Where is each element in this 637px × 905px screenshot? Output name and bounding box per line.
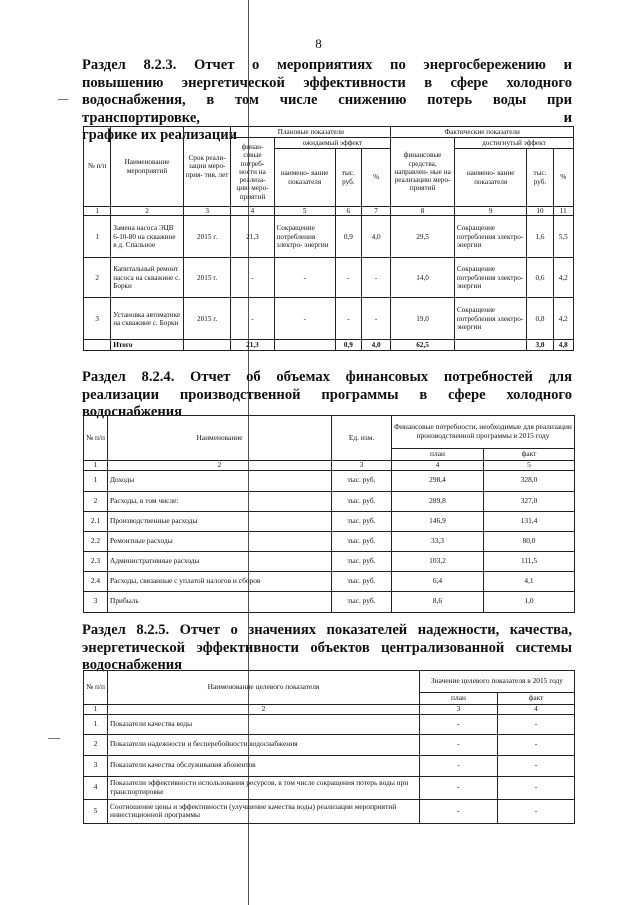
cell-unit: тыс. руб. [332,531,392,551]
table-row [84,734,575,755]
total-fact-fin: 62,5 [391,340,455,351]
cell-num: 2.1 [84,511,108,531]
table-row [84,755,575,776]
cell-num: 4 [84,776,108,799]
cell-fact: - [498,776,575,799]
cell-name: Показатели эффективности использования ресурсов, в том числе сокращения потерь воды при транспортировке [108,776,420,799]
cell-term: 2015 г. [183,258,231,298]
total-plan-rub: 0,9 [335,340,361,351]
header-fact-ind: наимено- вание показателя [454,149,527,207]
col-number: 3 [183,207,231,216]
title-line: Раздел 8.2.4. Отчет об объемах финансовых потребностей для [82,369,572,385]
col-number: 5 [274,207,335,216]
cell-num: 3 [84,298,111,340]
table-row [84,714,575,734]
title-line: водоснабжения, в том числе снижению потерь воды при транспортировке, и [82,92,572,126]
header-fact-fin: финансовые средства, направлен- ные на реализацию меро- приятий [391,138,455,207]
col-number: 2 [111,207,184,216]
title-line: Раздел 8.2.5. Отчет о значениях показателей надежности, качества, [82,622,572,638]
cell-plan-ind: Сокращение потребления электро- энергии [274,216,335,258]
cell-plan-pct: - [361,258,390,298]
total-plan-pct: 4,0 [361,340,390,351]
header-plan-effect: ожидаемый эффект [274,138,391,149]
cell-plan: 146,9 [392,511,484,531]
cell-plan: 8,6 [392,591,484,612]
cell-num: 1 [84,470,108,491]
title-line: повышению энергетической эффективности в сфере холодного [82,74,572,91]
cell-num: 3 [84,591,108,612]
col-number: 1 [84,461,108,471]
total-fact-rub: 3,0 [527,340,553,351]
cell-plan-pct: 4,0 [361,216,390,258]
cell-num: 1 [84,216,111,258]
col-number: 7 [361,207,390,216]
cell-fact: 4,1 [484,571,575,591]
table-row [84,298,574,340]
table-row [84,551,575,571]
cell-plan: - [420,799,498,823]
col-number: 10 [527,207,553,216]
cell-plan-pct: - [361,298,390,340]
title-line: реализации производственной программы в сфере холодного [82,386,572,403]
total-plan-fin: 21,3 [231,340,274,351]
cell-plan: 6,4 [392,571,484,591]
cell-name: Ремонтные расходы [108,531,332,551]
header-name: Наименование целевого показателя [108,671,420,705]
section-8-2-4-title [82,369,572,422]
col-number: 11 [553,207,574,216]
table-row [84,571,575,591]
table-row [84,511,575,531]
cell-name: Соотношение цены и эффективности (улучшение качества воды) реализации мероприятий инвестиционной программы [108,799,420,823]
cell-fact-ind: Сокращение потребления электро- энергии [454,258,527,298]
header-num: № п/п [84,671,108,705]
col-number: 9 [454,207,527,216]
cell-fact: - [498,734,575,755]
header-fact-pct: % [553,149,574,207]
col-number: 4 [392,461,484,471]
table-row [84,591,575,612]
cell-unit: тыс. руб. [332,491,392,511]
cell-num: 5 [84,799,108,823]
cell-plan-fin: - [231,298,274,340]
cell-num: 2.4 [84,571,108,591]
cell-unit: тыс. руб. [332,571,392,591]
header-fin: Финансовые потребности, необходимые для реализации производственной программы в 2015 году [392,416,575,449]
cell-fact-ind: Сокращение потребления электро- энергии [454,298,527,340]
header-plan-ind: наимено- вание показателя [274,149,335,207]
cell-name: Показатели надежности и бесперебойности водоснабжения [108,734,420,755]
cell-num: 2.2 [84,531,108,551]
cell-unit: тыс. руб. [332,511,392,531]
cell-num: 1 [84,714,108,734]
header-value: Значение целевого показателя в 2015 году [420,671,575,693]
cell-fact: 327,0 [484,491,575,511]
table-row [84,776,575,799]
cell-name: Производственные расходы [108,511,332,531]
cell-plan-rub: - [335,298,361,340]
header-name: Наименование мероприятий [111,127,184,207]
cell-plan: 33,3 [392,531,484,551]
total-row [84,340,574,351]
cell-plan: 298,4 [392,470,484,491]
cell-plan: 103,2 [392,551,484,571]
cell-num: 2 [84,734,108,755]
cell-name: Показатели качества обслуживания абонентов [108,755,420,776]
cell-name: Расходы, в том числе: [108,491,332,511]
cell-term: 2015 г. [183,298,231,340]
scan-mark [48,738,60,739]
col-number: 8 [391,207,455,216]
cell-plan-fin: 21,3 [231,216,274,258]
cell-plan-ind: - [274,258,335,298]
title-line: графике их реализации [82,127,238,143]
header-plan: Плановые показатели [231,127,391,138]
col-number: 4 [498,705,575,715]
cell-name: Установка автоматике на скважине с. Борки [111,298,184,340]
title-line: водоснабжения [82,404,183,420]
cell-plan: - [420,776,498,799]
cell-fact-fin: 14,0 [391,258,455,298]
table-row [84,258,574,298]
header-num: № п/п [84,127,111,207]
cell-name: Прибыль [108,591,332,612]
header-num: № п/п [84,416,108,461]
cell-unit: тыс. руб. [332,591,392,612]
cell-fact: - [498,799,575,823]
header-fact-effect: достигнутый эффект [454,138,573,149]
col-number: 1 [84,705,108,715]
col-number: 3 [420,705,498,715]
cell-plan: - [420,734,498,755]
cell-name: Капитальный ремонт насоса на скважине с. Борки [111,258,184,298]
cell-fact-pct: 5,5 [553,216,574,258]
col-number: 2 [108,461,332,471]
cell-name: Расходы, связанные с уплатой налогов и сборов [108,571,332,591]
header-plan: план [420,693,498,705]
cell-unit: тыс. руб. [332,551,392,571]
cell-fact-pct: 4,2 [553,258,574,298]
table-row [84,216,574,258]
cell-fact-fin: 19,0 [391,298,455,340]
section-8-2-5-title [82,622,572,675]
cell-fact: 131,4 [484,511,575,531]
cell-num: 2 [84,258,111,298]
scan-mark [58,99,68,100]
cell-plan-rub: 0,9 [335,216,361,258]
total-fact-pct: 4,8 [553,340,574,351]
title-line: энергетической эффективности объектов централизованной системы [82,639,572,656]
header-plan-pct: % [361,149,390,207]
col-number: 1 [84,207,111,216]
cell-fact-pct: 4,2 [553,298,574,340]
header-plan-rub: тыс. руб. [335,149,361,207]
cell-plan-rub: - [335,258,361,298]
cell-fact-rub: 1,6 [527,216,553,258]
cell-fact-rub: 0,6 [527,258,553,298]
cell-plan: 289,8 [392,491,484,511]
col-number: 3 [332,461,392,471]
table-row [84,531,575,551]
cell-num: 3 [84,755,108,776]
cell-fact-fin: 29,5 [391,216,455,258]
energy-saving-table [83,126,574,351]
cell-term: 2015 г. [183,216,231,258]
col-number: 6 [335,207,361,216]
cell-plan: - [420,755,498,776]
cell-plan-ind: - [274,298,335,340]
header-unit: Ед. изм. [332,416,392,461]
header-fact-rub: тыс. руб. [527,149,553,207]
cell-fact: - [498,714,575,734]
title-line: Раздел 8.2.3. Отчет о мероприятиях по энергосбережению и [82,57,572,73]
financial-needs-table [83,415,575,613]
target-indicators-table [83,670,575,824]
table-row [84,799,575,823]
cell-name: Замена насоса ЭЦВ 6-10-80 на скважине в д. Спальное [111,216,184,258]
header-fact: факт [498,693,575,705]
title-line: водоснабжения [82,657,183,673]
cell-plan-fin: - [231,258,274,298]
header-plan-fin: финан- совые потреб- ности на реализа- цию меро- приятий [231,138,274,207]
cell-num: 2.3 [84,551,108,571]
page-number: 8 [315,36,322,51]
col-number: 2 [108,705,420,715]
table-row [84,470,575,491]
col-number: 4 [231,207,274,216]
cell-fact-rub: 0,8 [527,298,553,340]
header-term: Срок реали- зации меро- прия- тия, лет [183,127,231,207]
header-name: Наименование [108,416,332,461]
cell-fact: - [498,755,575,776]
cell-fact: 328,0 [484,470,575,491]
table-row [84,491,575,511]
header-fact: Фактические показатели [391,127,574,138]
cell-plan: - [420,714,498,734]
total-label: Итого [111,340,184,351]
cell-name: Доходы [108,470,332,491]
col-number: 5 [484,461,575,471]
header-fact: факт [484,449,575,461]
cell-unit: тыс. руб. [332,470,392,491]
cell-num: 2 [84,491,108,511]
header-plan: план [392,449,484,461]
cell-fact: 80,0 [484,531,575,551]
cell-name: Показатели качества воды [108,714,420,734]
cell-fact: 111,5 [484,551,575,571]
cell-fact-ind: Сокращение потребления электро- энергии [454,216,527,258]
cell-fact: 1,0 [484,591,575,612]
cell-name: Административные расходы [108,551,332,571]
